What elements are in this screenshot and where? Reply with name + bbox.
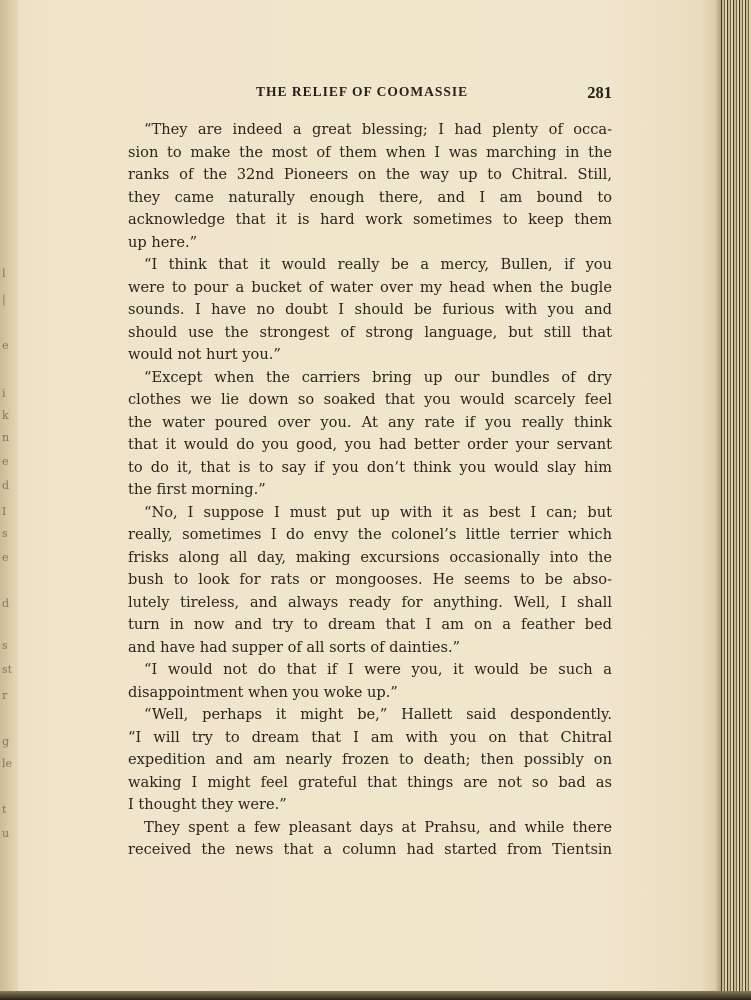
text-line: bush to look for rats or mongooses. He seems to be abso- bbox=[128, 571, 612, 588]
margin-mark: st bbox=[2, 663, 13, 676]
text-line: “They are indeed a great blessing; I had plenty of occa- bbox=[144, 121, 612, 138]
text-line: “I think that it would really be a mercy, Bullen, if you bbox=[144, 256, 612, 273]
text-line: and have had supper of all sorts of dainties.” bbox=[128, 638, 461, 656]
margin-mark: g bbox=[2, 735, 10, 748]
text-line: were to pour a bucket of water over my head when the bugle bbox=[128, 278, 612, 296]
text-line: expedition and am nearly frozen to death; then possibly on bbox=[128, 751, 612, 768]
text-line: clothes we lie down so soaked that you would scarcely feel bbox=[128, 391, 612, 408]
running-title: THE RELIEF OF COOMASSIE bbox=[256, 84, 469, 99]
book-edge-right bbox=[721, 0, 751, 1000]
margin-mark: s bbox=[2, 639, 8, 652]
book-edge-bottom bbox=[0, 991, 751, 1000]
text-line: the first morning.” bbox=[128, 481, 266, 498]
page-gutter-left bbox=[0, 0, 18, 1000]
text-line: would not hurt you.” bbox=[128, 346, 281, 363]
body-text bbox=[128, 119, 612, 862]
margin-mark: I bbox=[2, 505, 7, 518]
text-line: “Well, perhaps it might be,” Hallett said despondently. bbox=[144, 706, 612, 723]
text-line: that it would do you good, you had better order your servant bbox=[128, 436, 612, 453]
margin-mark: r bbox=[2, 689, 8, 702]
text-line: received the news that a column had started from Tientsin bbox=[128, 841, 612, 858]
text-line: waking I might feel grateful that things are not so bad as bbox=[128, 773, 612, 791]
margin-mark: t bbox=[2, 803, 7, 816]
running-head bbox=[128, 84, 612, 104]
page-number: 281 bbox=[587, 83, 612, 102]
margin-mark: le bbox=[2, 757, 13, 770]
margin-mark: d bbox=[2, 479, 10, 492]
text-line: lutely tireless, and always ready for anything. Well, I shall bbox=[128, 593, 612, 611]
margin-mark: e bbox=[2, 455, 9, 468]
margin-mark: k bbox=[2, 409, 9, 422]
text-line: “No, I suppose I must put up with it as best I can; but bbox=[144, 503, 612, 521]
text-line: They spent a few pleasant days at Prahsu, and while there bbox=[144, 818, 612, 836]
text-line: “I would not do that if I were you, it would be such a bbox=[144, 661, 612, 678]
text-line: I thought they were.” bbox=[128, 796, 287, 813]
margin-mark: d bbox=[2, 597, 10, 610]
text-line: ranks of the 32nd Pioneers on the way up to Chitral. Still, bbox=[128, 166, 612, 183]
margin-mark: e bbox=[2, 551, 9, 564]
margin-mark: | bbox=[2, 293, 6, 306]
text-line: sounds. I have no doubt I should be furious with you and bbox=[128, 301, 612, 318]
margin-mark: n bbox=[2, 431, 10, 444]
margin-mark: l bbox=[2, 267, 6, 280]
text-line: the water poured over you. At any rate if you really think bbox=[128, 413, 612, 431]
text-line: “I will try to dream that I am with you on that Chitral bbox=[128, 728, 612, 746]
margin-mark: e bbox=[2, 339, 9, 352]
text-line: frisks along all day, making excursions occasionally into the bbox=[128, 548, 612, 566]
text-line: disappointment when you woke up.” bbox=[128, 683, 398, 701]
text-line: sion to make the most of them when I was marching in the bbox=[128, 143, 612, 161]
text-line: to do it, that is to say if you don’t think you would slay him bbox=[128, 458, 612, 476]
margin-mark: u bbox=[2, 827, 10, 840]
text-line: up here.” bbox=[128, 233, 198, 251]
text-line: “Except when the carriers bring up our bundles of dry bbox=[144, 368, 612, 386]
text-line: should use the strongest of strong language, but still that bbox=[128, 323, 612, 341]
text-line: acknowledge that it is hard work sometimes to keep them bbox=[128, 211, 612, 228]
margin-mark: s bbox=[2, 527, 8, 540]
text-line: they came naturally enough there, and I am bound to bbox=[128, 188, 612, 206]
text-line: turn in now and try to dream that I am on a feather bed bbox=[128, 616, 612, 633]
margin-mark: i bbox=[2, 387, 6, 400]
text-line: really, sometimes I do envy the colonel’s little terrier which bbox=[128, 526, 612, 543]
